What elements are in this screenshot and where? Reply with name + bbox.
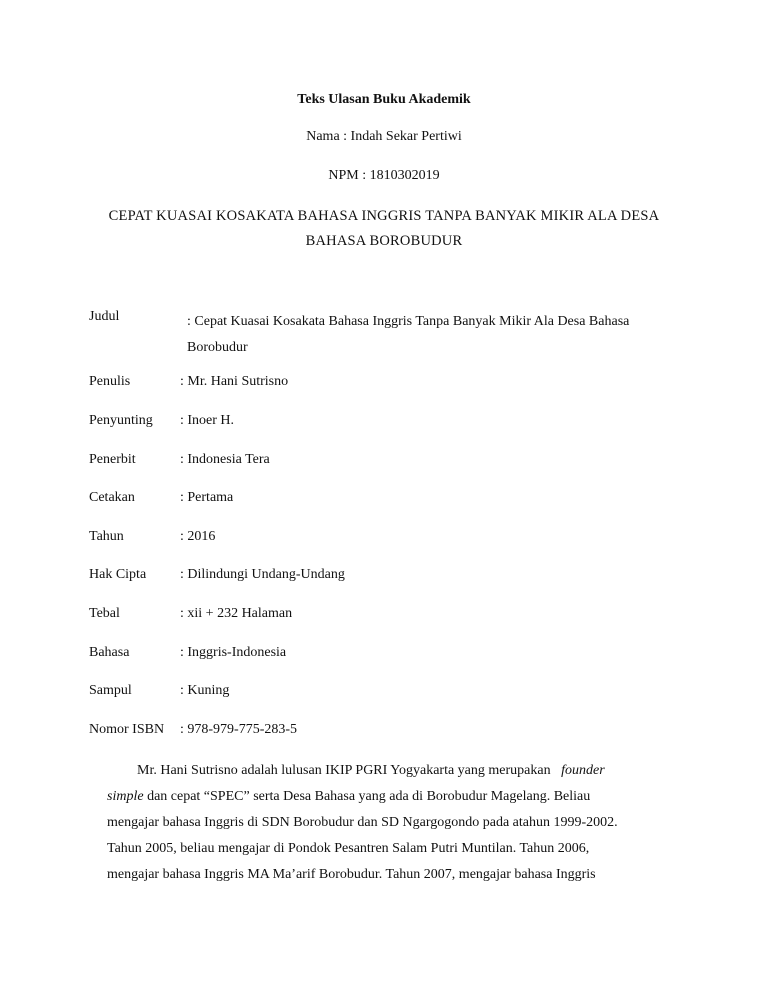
paragraph-line-3: mengajar bahasa Inggris di SDN Borobudur dan SD Ngargogondo pada atahun 1999-2002. <box>107 815 618 830</box>
identity-value: : Kuning <box>180 683 230 698</box>
paragraph-line-2 <box>107 784 687 810</box>
identity-label: Hak Cipta <box>89 567 147 582</box>
paragraph-text: Mr. Hani Sutrisno adalah lulusan IKIP PGRI Yogyakarta yang merupakan <box>137 763 551 778</box>
identity-label: Cetakan <box>89 490 135 505</box>
identity-row-tebal <box>89 606 689 628</box>
identity-row-penyunting <box>89 413 689 435</box>
identity-row-cetakan <box>89 490 689 512</box>
author-name: Nama : Indah Sekar Pertiwi <box>306 129 462 144</box>
student-number: NPM : 1810302019 <box>328 168 440 183</box>
paragraph-italic-term: simple <box>107 789 144 804</box>
paragraph-line-1 <box>107 758 687 784</box>
identity-label: Penulis <box>89 374 131 389</box>
book-heading <box>80 204 688 254</box>
identity-label: Tebal <box>89 606 120 621</box>
identity-label: Nomor ISBN <box>89 722 165 737</box>
identity-row-hak-cipta <box>89 567 689 589</box>
identity-value: : Inoer H. <box>180 413 235 428</box>
identity-value: : 2016 <box>180 529 216 544</box>
paragraph-line-5: mengajar bahasa Inggris MA Ma’arif Borobudur. Tahun 2007, mengajar bahasa Inggris <box>107 867 596 882</box>
identity-value-line-1: : Cepat Kuasai Kosakata Bahasa Inggris Tanpa Banyak Mikir Ala Desa Bahasa <box>187 314 630 329</box>
author-paragraph <box>107 758 687 888</box>
identity-row-isbn <box>89 722 689 744</box>
identity-value: : Inggris-Indonesia <box>180 645 287 660</box>
identity-label: Penyunting <box>89 413 153 428</box>
identity-row-sampul <box>89 683 689 705</box>
book-heading-line-1: CEPAT KUASAI KOSAKATA BAHASA INGGRIS TANPA BANYAK MIKIR ALA DESA <box>108 208 660 224</box>
identity-value: : Pertama <box>180 490 234 505</box>
identity-row-penerbit <box>89 452 689 474</box>
paragraph-text: dan cepat “SPEC” serta Desa Bahasa yang ada di Borobudur Magelang. Beliau <box>143 789 591 804</box>
identity-value: : Dilindungi Undang-Undang <box>180 567 345 582</box>
identity-value-line-2: Borobudur <box>187 340 248 355</box>
identity-row-tahun <box>89 529 689 551</box>
identity-value: : Indonesia Tera <box>180 452 270 467</box>
identity-label: Judul <box>89 309 120 324</box>
book-heading-line-2: BAHASA BOROBUDUR <box>305 233 463 249</box>
identity-label: Tahun <box>89 529 124 544</box>
identity-value: : 978-979-775-283-5 <box>180 722 298 737</box>
identity-label: Penerbit <box>89 452 136 467</box>
identity-label: Bahasa <box>89 645 130 660</box>
identity-row-penulis <box>89 374 689 396</box>
identity-value: : Mr. Hani Sutrisno <box>180 374 289 389</box>
paragraph-line-4: Tahun 2005, beliau mengajar di Pondok Pesantren Salam Putri Muntilan. Tahun 2006, <box>107 841 590 856</box>
identity-value: : xii + 232 Halaman <box>180 606 293 621</box>
document-title: Teks Ulasan Buku Akademik <box>297 92 471 107</box>
identity-value <box>187 309 687 361</box>
paragraph-italic-term: founder <box>561 763 605 778</box>
identity-row-bahasa <box>89 645 689 667</box>
identity-label: Sampul <box>89 683 132 698</box>
identity-row-judul <box>89 309 689 361</box>
